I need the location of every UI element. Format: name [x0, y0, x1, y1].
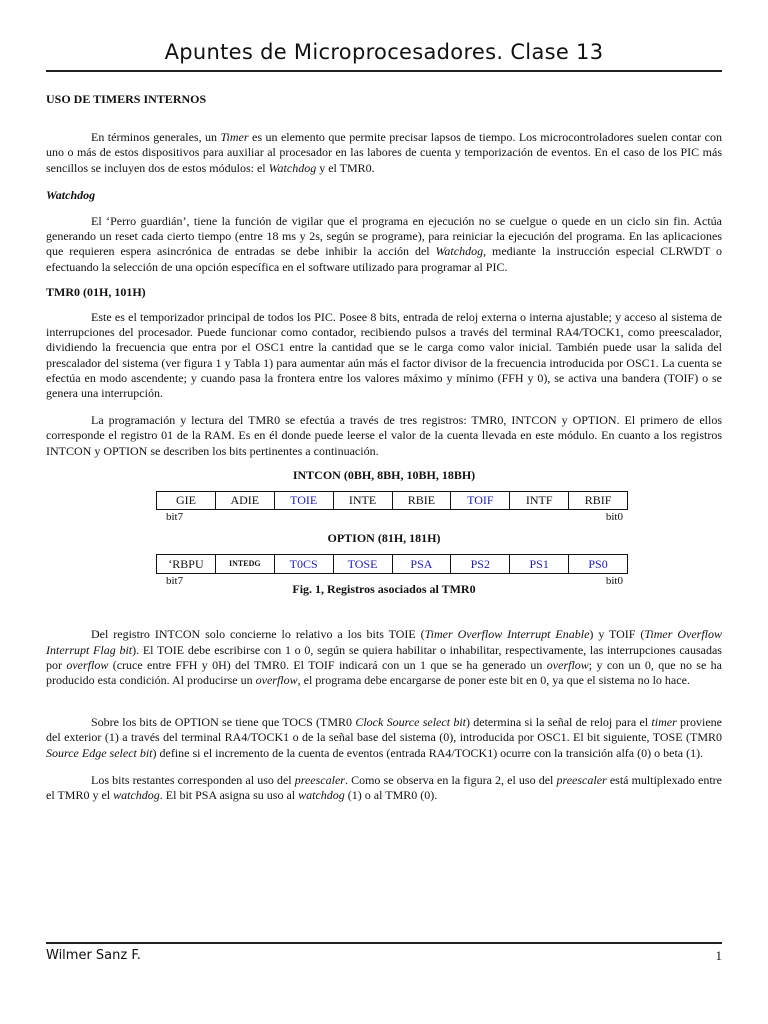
option-title: OPTION (81H, 181H): [327, 531, 441, 546]
intcon-bit-toif: TOIF: [451, 492, 510, 510]
text-run: , el programa debe encargarse de poner este bit en 0, ya que el sistema no lo hace.: [297, 673, 690, 688]
text-run: (1) o al TMR0 (0).: [344, 788, 438, 803]
intcon-bit-adie: ADIE: [215, 492, 274, 510]
text-run-italic: Clock Source select bit: [355, 715, 466, 730]
intcon-bit-labels: [156, 510, 628, 524]
intcon-bit0-label: bit0: [605, 511, 623, 524]
option-bit-ps0: PS0: [569, 555, 628, 574]
paragraph-prescaler: [46, 773, 722, 803]
section-heading-watchdog: Watchdog: [46, 187, 96, 202]
option-register-row: [157, 555, 628, 574]
paragraph-intcon-bits: [46, 627, 722, 688]
text-run-italic: timer: [651, 715, 677, 730]
intcon-bit7-label: bit7: [166, 511, 184, 524]
text-run: es un elemento que permite precisar lapsos de tiempo. Los microcontroladores suelen contar con uno o más de estos dispositivos para auxiliar al procesador en las labores de cuenta y temporización de eventos. En el caso de los PIC más sencillos se incluyen dos de estos módulos: el: [46, 130, 722, 175]
paragraph-tmr0: Este es el temporizador principal de todos los PIC. Posee 8 bits, entrada de reloj externa o interna ajustable; y acceso al sistema de interrupciones del procesador. Puede funcionar como contador, recibiendo pulsos a través del terminal RA4/TOCK1, como preescalador, dividiendo la frecuencia que entra por el OSC1 entre la cantidad que se le carga como valor inicial. También puede usar la salida del prescalador del sistema (ver figura 1 y Tabla 1) para aumentar aún más el factor divisor de la frecuencia introducida por OSC1. La cuenta se efectúa en modo ascendente; y cuando pasa la frontera entre los valores máximo y mínimo (FFH y 0), se activa una bandera (TOIF) o se genera una interrupción.: [46, 310, 722, 401]
page-header-title: Apuntes de Microprocesadores. Clase 13: [164, 40, 604, 64]
text-run: En términos generales, un: [91, 130, 221, 145]
text-run: El ‘Perro guardián’, tiene la función de vigilar que el programa en ejecución no se cuelgue o quede en un ciclo sin fin. Actúa generando un reset cada cierto tiempo (entre 18 ms y 2s, según se programe), para reiniciar la ejecución del programa. En las aplicaciones que requieren espera asincrónica de entradas se debe inhibir la acción del: [46, 214, 722, 259]
text-run: Los bits restantes corresponden al uso del: [91, 772, 295, 787]
paragraph-intro: [46, 130, 722, 176]
option-bit-intedg: INTEDG: [215, 555, 274, 574]
figure-caption: Fig. 1, Registros asociados al TMR0: [292, 582, 476, 597]
section-heading-tmr0: TMR0 (01H, 101H): [46, 284, 146, 299]
text-run: (cruce entre FFH y 0H) del TMR0. El TOIF indicará con un 1 que se ha generado un: [108, 657, 547, 672]
paragraph-option-bits: [46, 715, 722, 761]
text-run-italic: overflow: [546, 657, 589, 672]
footer-rule: [46, 942, 722, 944]
text-run-italic: Timer: [220, 130, 249, 145]
text-run-italic: Timer Overflow Interrupt Flag bit: [46, 627, 722, 657]
intcon-bit-gie: GIE: [157, 492, 216, 510]
document-body: [46, 92, 722, 803]
text-run-italic: Timer Overflow Interrupt Enable: [424, 627, 590, 642]
paragraph-registers: La programación y lectura del TMR0 se efectúa a través de tres registros: TMR0, INTCON y OPTION. El primero de ellos corresponde el registro 01 de la RAM. Es en él donde puede leerse el valor de la cuenta llevada en este módulo. En cuanto a los registros INTCON y OPTION se describen los bits pertinentes a continuación.: [46, 413, 722, 458]
intcon-bit-toie: TOIE: [274, 492, 333, 510]
text-run: ) determina si la señal de reloj para el: [466, 715, 652, 730]
text-run: proviene del exterior (1) a través del terminal RA4/TOCK1 o de la señal base del sistema (0), introducida por OSC1. El bit siguiente, TOSE (TMR0: [46, 715, 723, 745]
text-run-italic: Watchdog: [268, 160, 317, 175]
text-run-italic: preescaler: [556, 772, 607, 787]
intcon-bit-intf: INTF: [510, 492, 569, 510]
intcon-register-row: [157, 492, 628, 510]
text-run-italic: Watchdog: [435, 244, 484, 259]
intcon-title: INTCON (0BH, 8BH, 10BH, 18BH): [292, 467, 476, 482]
text-run: ) define si el incremento de la cuenta de eventos (entrada RA4/TOCK1) ocurre con la transición alfa (0) o beta (1).: [152, 745, 704, 760]
text-run-italic: watchdog: [298, 788, 345, 803]
text-run: ). El TOIE debe escribirse con 1 o 0, según se quiera habilitar o inhabilitar, respectivamente, las interrupciones causadas por: [46, 642, 722, 672]
option-bit-ps1: PS1: [510, 555, 569, 574]
intcon-bit-inte: INTE: [333, 492, 392, 510]
paragraph-watchdog: [46, 214, 722, 275]
text-run-italic: overflow: [255, 673, 298, 688]
option-bit-rbpu: ‘RBPU: [157, 555, 216, 574]
text-run-italic: preescaler: [294, 772, 345, 787]
option-bit-ps2: PS2: [451, 555, 510, 574]
option-bit7-label: bit7: [166, 575, 184, 588]
section-heading-timers: USO DE TIMERS INTERNOS: [46, 92, 207, 106]
text-run: y el TMR0.: [316, 160, 375, 175]
text-run-italic: overflow: [66, 657, 109, 672]
text-run: . Como se observa en la figura 2, el uso del: [344, 772, 557, 787]
intcon-register-table: [156, 491, 628, 510]
option-bit-labels: [156, 574, 628, 588]
page-number: 1: [715, 948, 722, 963]
intcon-bit-rbie: RBIE: [392, 492, 451, 510]
option-register-table: [156, 554, 628, 574]
text-run: . El bit PSA asigna su uso al: [159, 788, 299, 803]
option-bit0-label: bit0: [605, 575, 623, 588]
header-rule: [46, 70, 722, 72]
text-run: está multiplexado entre el TMR0 y el: [46, 772, 723, 803]
option-bit-tose: TOSE: [333, 555, 392, 574]
intcon-bit-rbif: RBIF: [569, 492, 628, 510]
text-run: Del registro INTCON solo concierne lo relativo a los bits TOIE (: [91, 627, 425, 642]
text-run: ; y con un 0, que no se ha producido esta condición. Al producirse un: [46, 657, 722, 688]
text-run-italic: Source Edge select bit: [46, 745, 153, 760]
text-run-italic: watchdog: [113, 788, 160, 803]
text-run: Sobre los bits de OPTION se tiene que TOCS (TMR0: [91, 715, 356, 730]
footer-author: Wilmer Sanz F.: [46, 948, 141, 963]
option-bit-t0cs: T0CS: [274, 555, 333, 574]
option-bit-psa: PSA: [392, 555, 451, 574]
text-run: ) y TOIF (: [589, 627, 645, 642]
text-run: , mediante la instrucción especial CLRWDT o efectuando la selección de una opción específica en el software utilizado para programar al PIC.: [46, 244, 722, 274]
